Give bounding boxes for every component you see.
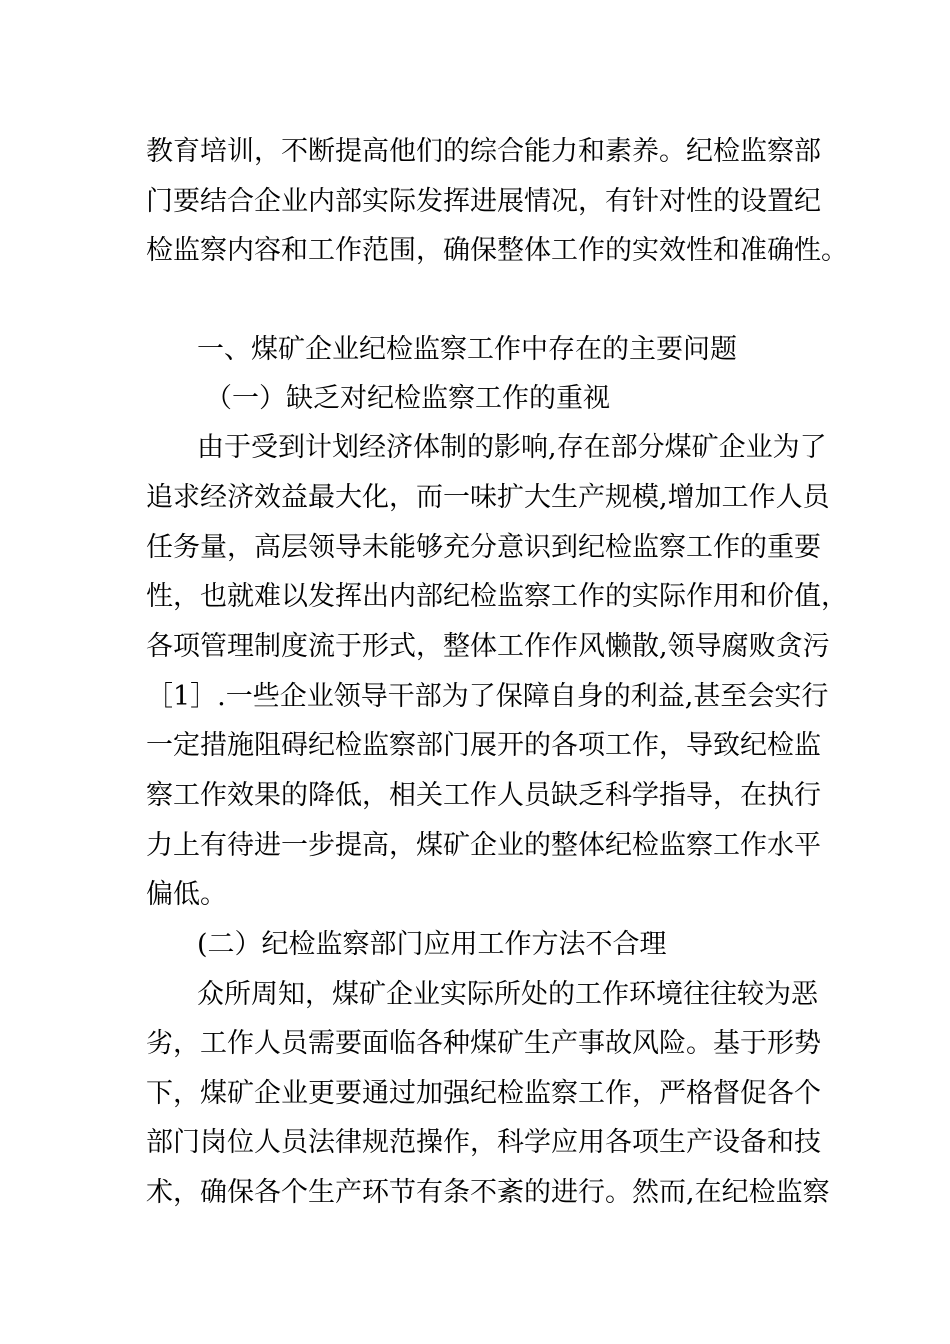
paragraph-line: 劣，工作人员需要面临各种煤矿生产事故风险。基于形势 bbox=[146, 1028, 821, 1059]
paragraph-line: 门要结合企业内部实际发挥进展情况，有针对性的设置纪 bbox=[146, 186, 821, 217]
paragraph-line: 性，也就难以发挥出内部纪检监察工作的实际作用和价值， bbox=[146, 581, 848, 612]
paragraph-line: 部门岗位人员法律规范操作，科学应用各项生产设备和技 bbox=[146, 1127, 821, 1158]
paragraph-line: 教育培训，不断提高他们的综合能力和素养。纪检监察部 bbox=[146, 136, 821, 167]
paragraph-line: 众所周知，煤矿企业实际所处的工作环境往往较为恶 bbox=[197, 979, 818, 1010]
paragraph-line: 各项管理制度流于形式，整体工作作风懒散,领导腐败贪污 bbox=[146, 631, 830, 662]
paragraph-line: 一定措施阻碍纪检监察部门展开的各项工作，导致纪检监 bbox=[146, 730, 821, 761]
subsection-heading: (二）纪检监察部门应用工作方法不合理 bbox=[197, 929, 667, 960]
subsection-heading: （一）缺乏对纪检监察工作的重视 bbox=[205, 383, 610, 414]
paragraph-line: 下，煤矿企业更要通过加强纪检监察工作，严格督促各个 bbox=[146, 1078, 821, 1109]
paragraph-line: 察工作效果的降低，相关工作人员缺乏科学指导，在执行 bbox=[146, 780, 821, 811]
paragraph-line: ［1］.一些企业领导干部为了保障自身的利益,甚至会实行 bbox=[146, 681, 829, 712]
paragraph-line: 术，确保各个生产环节有条不紊的进行。然而,在纪检监察 bbox=[146, 1177, 830, 1208]
paragraph-line: 任务量，高层领导未能够充分意识到纪检监察工作的重要 bbox=[146, 532, 821, 563]
paragraph-line: 由于受到计划经济体制的影响,存在部分煤矿企业为了 bbox=[197, 432, 827, 463]
paragraph-line: 偏低。 bbox=[146, 879, 227, 910]
paragraph-line: 检监察内容和工作范围，确保整体工作的实效性和准确性。 bbox=[146, 235, 848, 266]
paragraph-line: 力上有待进一步提高，煤矿企业的整体纪检监察工作水平 bbox=[146, 830, 821, 861]
section-heading: 一、煤矿企业纪检监察工作中存在的主要问题 bbox=[197, 334, 737, 365]
paragraph-line: 追求经济效益最大化，而一味扩大生产规模,增加工作人员 bbox=[146, 482, 830, 513]
